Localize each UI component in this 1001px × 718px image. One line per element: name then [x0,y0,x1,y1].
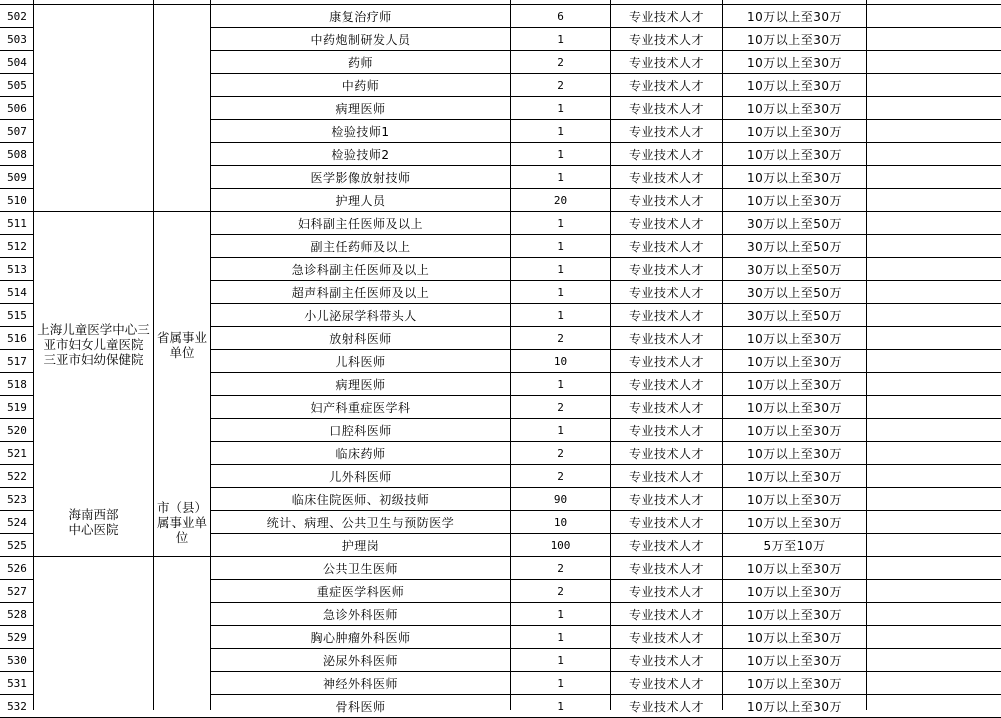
talent-category: 专业技术人才 [611,557,722,579]
row-number: 515 [1,304,33,326]
unit-line: 上海儿童医学中心三 [37,322,150,337]
talent-category: 专业技术人才 [611,74,722,96]
headcount: 1 [511,258,610,280]
row-number: 531 [1,672,33,694]
type-line: 位 [175,529,189,545]
row-number: 523 [1,488,33,510]
position-name: 重症医学科医师 [211,580,510,602]
unit-line: 中心医院 [68,522,119,537]
type-line: 市（县） [156,499,207,515]
headcount: 2 [511,74,610,96]
position-name: 口腔科医师 [211,419,510,441]
headcount: 6 [511,5,610,27]
headcount: 1 [511,304,610,326]
headcount: 1 [511,695,610,717]
talent-category: 专业技术人才 [611,120,722,142]
headcount: 100 [511,534,610,556]
talent-category: 专业技术人才 [611,442,722,464]
salary-range: 10万以上至30万 [723,143,866,165]
talent-category: 专业技术人才 [611,281,722,303]
headcount: 2 [511,557,610,579]
headcount: 1 [511,97,610,119]
talent-category: 专业技术人才 [611,672,722,694]
talent-category: 专业技术人才 [611,304,722,326]
position-name: 病理医师 [211,373,510,395]
talent-category: 专业技术人才 [611,511,722,533]
position-name: 妇产科重症医学科 [211,396,510,418]
headcount: 1 [511,626,610,648]
headcount: 1 [511,28,610,50]
salary-range: 10万以上至30万 [723,465,866,487]
salary-range: 10万以上至30万 [723,396,866,418]
position-name: 泌尿外科医师 [211,649,510,671]
row-number: 510 [1,189,33,211]
position-name: 副主任药师及以上 [211,235,510,257]
row-number: 508 [1,143,33,165]
headcount: 1 [511,603,610,625]
row-number: 524 [1,511,33,533]
talent-category: 专业技术人才 [611,189,722,211]
position-name: 超声科副主任医师及以上 [211,281,510,303]
salary-range: 10万以上至30万 [723,626,866,648]
talent-category: 专业技术人才 [611,350,722,372]
salary-range: 10万以上至30万 [723,557,866,579]
position-name: 康复治疗师 [211,5,510,27]
unit-line: 三亚市妇幼保健院 [43,352,144,367]
headcount: 1 [511,373,610,395]
position-name: 骨科医师 [211,695,510,717]
talent-category: 专业技术人才 [611,465,722,487]
position-name: 神经外科医师 [211,672,510,694]
row-number: 529 [1,626,33,648]
salary-range: 10万以上至30万 [723,442,866,464]
row-number: 512 [1,235,33,257]
salary-range: 30万以上至50万 [723,235,866,257]
row-number: 505 [1,74,33,96]
headcount: 10 [511,350,610,372]
headcount: 2 [511,465,610,487]
salary-range: 10万以上至30万 [723,649,866,671]
row-number: 519 [1,396,33,418]
row-number: 530 [1,649,33,671]
row-number: 502 [1,5,33,27]
unit-type-provincial [154,212,210,487]
salary-range: 10万以上至30万 [723,603,866,625]
headcount: 1 [511,166,610,188]
headcount: 1 [511,672,610,694]
headcount: 1 [511,235,610,257]
position-name: 统计、病理、公共卫生与预防医学 [211,511,510,533]
position-name: 儿科医师 [211,350,510,372]
row-number: 532 [1,695,33,717]
position-name: 医学影像放射技师 [211,166,510,188]
row-number: 528 [1,603,33,625]
unit-type-city-county [154,488,210,556]
position-name: 胸心肿瘤外科医师 [211,626,510,648]
talent-category: 专业技术人才 [611,396,722,418]
salary-range: 10万以上至30万 [723,580,866,602]
talent-category: 专业技术人才 [611,419,722,441]
talent-category: 专业技术人才 [611,97,722,119]
salary-range: 10万以上至30万 [723,120,866,142]
row-number: 521 [1,442,33,464]
salary-range: 30万以上至50万 [723,304,866,326]
salary-range: 10万以上至30万 [723,51,866,73]
salary-range: 10万以上至30万 [723,672,866,694]
headcount: 2 [511,327,610,349]
talent-category: 专业技术人才 [611,373,722,395]
row-number: 503 [1,28,33,50]
talent-category: 专业技术人才 [611,166,722,188]
column-gridline [866,0,867,710]
position-name: 护理人员 [211,189,510,211]
row-number: 522 [1,465,33,487]
position-name: 儿外科医师 [211,465,510,487]
headcount: 2 [511,580,610,602]
salary-range: 10万以上至30万 [723,695,866,717]
position-name: 放射科医师 [211,327,510,349]
row-number: 527 [1,580,33,602]
type-line: 省属事业 [156,329,207,345]
headcount: 90 [511,488,610,510]
position-name: 中药炮制研发人员 [211,28,510,50]
row-number: 509 [1,166,33,188]
position-name: 妇科副主任医师及以上 [211,212,510,234]
row-number: 506 [1,97,33,119]
talent-category: 专业技术人才 [611,603,722,625]
talent-category: 专业技术人才 [611,143,722,165]
talent-category: 专业技术人才 [611,258,722,280]
headcount: 10 [511,511,610,533]
row-number: 504 [1,51,33,73]
position-name: 检验技师2 [211,143,510,165]
headcount: 2 [511,396,610,418]
row-number: 513 [1,258,33,280]
salary-range: 10万以上至30万 [723,189,866,211]
row-number: 507 [1,120,33,142]
salary-range: 10万以上至30万 [723,373,866,395]
row-number: 520 [1,419,33,441]
salary-range: 10万以上至30万 [723,327,866,349]
talent-category: 专业技术人才 [611,488,722,510]
position-name: 急诊外科医师 [211,603,510,625]
talent-category: 专业技术人才 [611,695,722,717]
position-name: 检验技师1 [211,120,510,142]
row-number: 511 [1,212,33,234]
headcount: 2 [511,442,610,464]
position-name: 中药师 [211,74,510,96]
salary-range: 10万以上至30万 [723,166,866,188]
headcount: 1 [511,649,610,671]
salary-range: 10万以上至30万 [723,28,866,50]
position-name: 药师 [211,51,510,73]
headcount: 2 [511,51,610,73]
talent-category: 专业技术人才 [611,212,722,234]
talent-category: 专业技术人才 [611,626,722,648]
talent-category: 专业技术人才 [611,327,722,349]
headcount: 20 [511,189,610,211]
salary-range: 10万以上至30万 [723,419,866,441]
talent-category: 专业技术人才 [611,649,722,671]
salary-range: 30万以上至50万 [723,212,866,234]
salary-range: 5万至10万 [723,534,866,556]
unit-shanghai-childrens-center [34,212,153,487]
talent-category: 专业技术人才 [611,235,722,257]
salary-range: 10万以上至30万 [723,350,866,372]
position-name: 临床住院医师、初级技师 [211,488,510,510]
headcount: 1 [511,120,610,142]
salary-range: 10万以上至30万 [723,488,866,510]
row-number: 525 [1,534,33,556]
talent-category: 专业技术人才 [611,51,722,73]
salary-range: 10万以上至30万 [723,97,866,119]
headcount: 1 [511,419,610,441]
position-name: 小儿泌尿学科带头人 [211,304,510,326]
unit-hainan-west-center [34,488,153,556]
position-name: 公共卫生医师 [211,557,510,579]
salary-range: 10万以上至30万 [723,511,866,533]
type-line: 单位 [169,344,195,360]
talent-category: 专业技术人才 [611,580,722,602]
row-number: 518 [1,373,33,395]
position-name: 临床药师 [211,442,510,464]
salary-range: 30万以上至50万 [723,281,866,303]
salary-range: 30万以上至50万 [723,258,866,280]
row-number: 526 [1,557,33,579]
row-number: 516 [1,327,33,349]
position-name: 急诊科副主任医师及以上 [211,258,510,280]
row-number: 514 [1,281,33,303]
type-line: 属事业单 [156,514,207,530]
unit-line: 亚市妇女儿童医院 [43,337,144,352]
talent-category: 专业技术人才 [611,28,722,50]
salary-range: 10万以上至30万 [723,5,866,27]
talent-category: 专业技术人才 [611,534,722,556]
salary-range: 10万以上至30万 [723,74,866,96]
headcount: 1 [511,281,610,303]
talent-category: 专业技术人才 [611,5,722,27]
position-name: 病理医师 [211,97,510,119]
unit-line: 海南西部 [68,507,119,522]
row-number: 517 [1,350,33,372]
headcount: 1 [511,212,610,234]
headcount: 1 [511,143,610,165]
position-name: 护理岗 [211,534,510,556]
